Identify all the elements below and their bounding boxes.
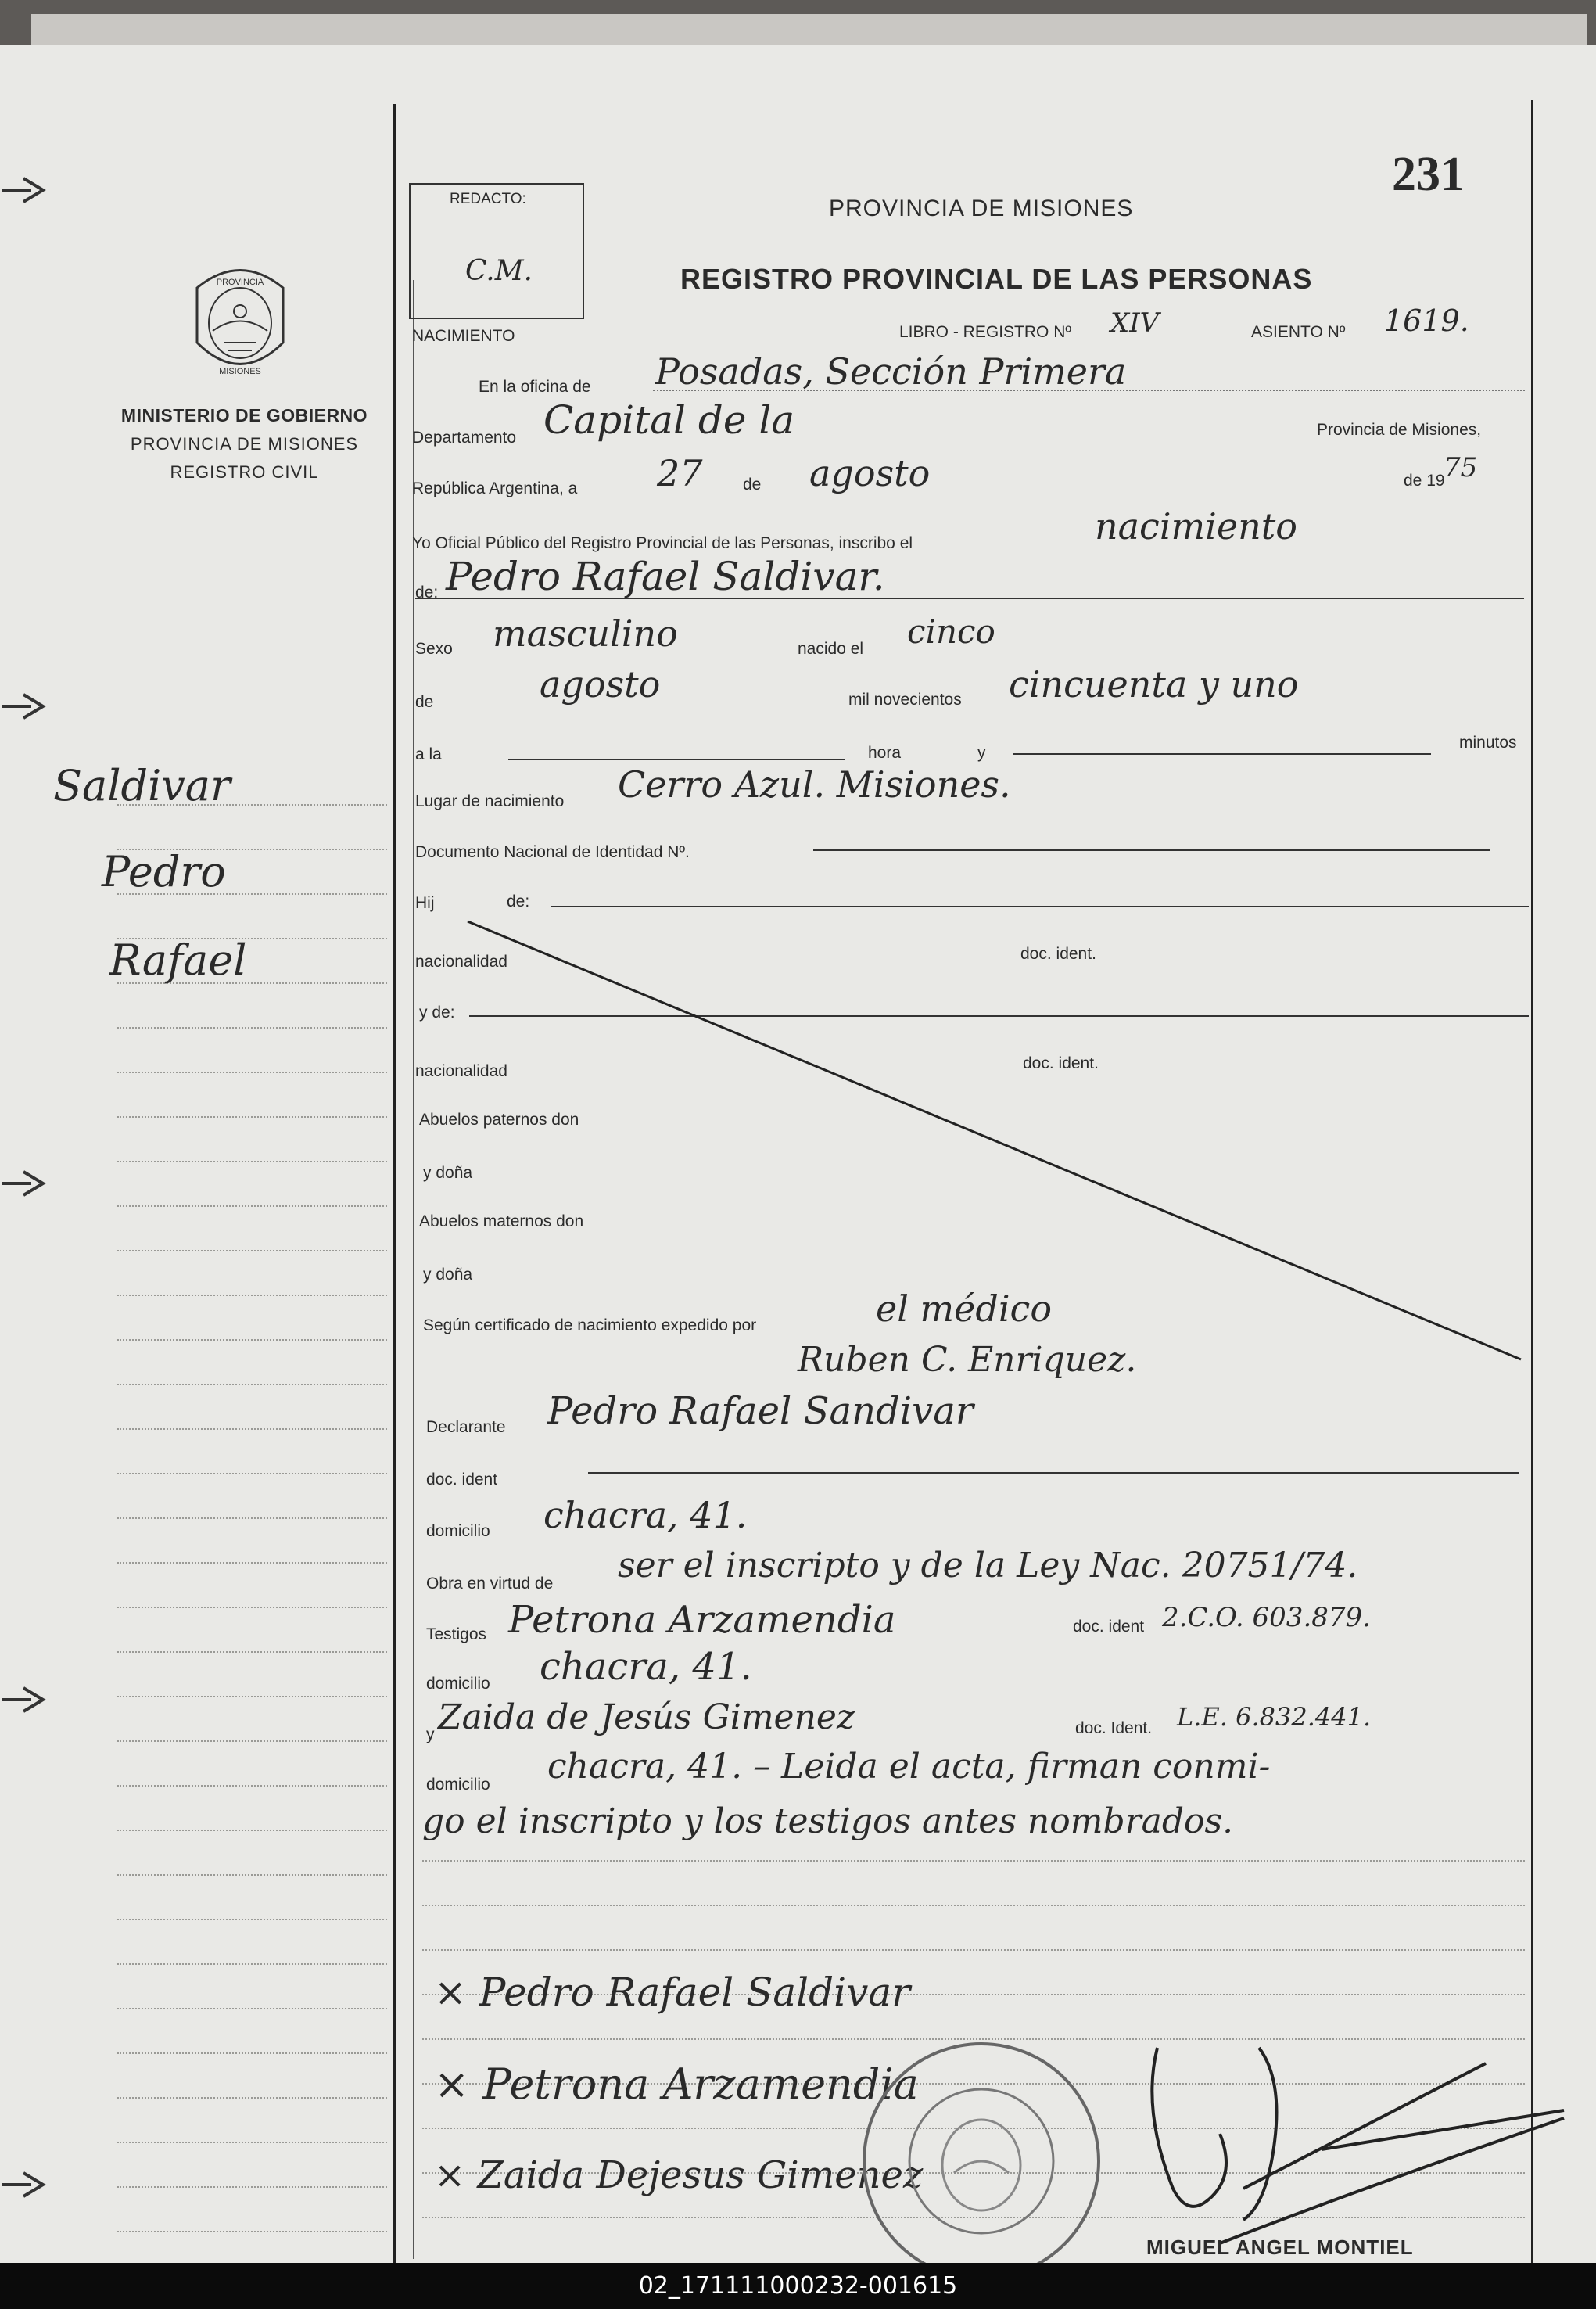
nacido-dia: cinco bbox=[907, 612, 995, 651]
ruled-line bbox=[117, 2097, 387, 2099]
ruled-line bbox=[117, 1740, 387, 1742]
redacto-initials: C.M. bbox=[465, 255, 533, 287]
signature-testigo-1: × Petrona Arzamendia bbox=[434, 2059, 919, 2109]
page-number: 231 bbox=[1392, 148, 1465, 201]
ruled-line bbox=[422, 1860, 1525, 1862]
redacto-box bbox=[409, 183, 584, 319]
domicilio-2-value: chacra, 41. bbox=[540, 1645, 752, 1689]
fecha-mes: agosto bbox=[809, 452, 931, 494]
binder-hole-icon bbox=[0, 171, 55, 210]
persona-de-label: de: bbox=[415, 584, 439, 601]
departamento-label: Departamento bbox=[412, 429, 517, 447]
ruled-line bbox=[117, 1428, 387, 1430]
departamento-value: Capital de la bbox=[543, 397, 795, 443]
ruled-line bbox=[117, 1517, 387, 1519]
doc-ident-declarante-label: doc. ident bbox=[426, 1471, 498, 1488]
province-name: PROVINCIA DE MISIONES bbox=[130, 434, 359, 454]
ruled-line bbox=[117, 2142, 387, 2143]
ministry-name: MINISTERIO DE GOBIERNO bbox=[120, 405, 368, 426]
ruled-line bbox=[422, 1949, 1525, 1951]
margin-second-name: Rafael bbox=[109, 935, 247, 985]
certificado-value: el médico bbox=[876, 1287, 1053, 1330]
ruled-line bbox=[117, 1339, 387, 1341]
testigos-label: Testigos bbox=[426, 1625, 487, 1643]
ruled-line bbox=[117, 2231, 387, 2232]
margin-surname: Saldivar bbox=[53, 761, 231, 810]
lugar-label: Lugar de nacimiento bbox=[415, 792, 565, 810]
acta-closing: go el inscripto y los testigos antes nombrados. bbox=[422, 1801, 1234, 1841]
abuelos-maternos-label: Abuelos maternos don bbox=[419, 1212, 584, 1230]
ruled-line bbox=[117, 1607, 387, 1608]
ruled-line bbox=[117, 2052, 387, 2054]
binder-top-edge bbox=[31, 14, 1587, 45]
oficina-value: Posadas, Sección Primera bbox=[655, 350, 1127, 393]
hij-de-label: de: bbox=[507, 892, 530, 910]
hora-line bbox=[508, 759, 845, 760]
ruled-line bbox=[117, 1874, 387, 1876]
official-name: MIGUEL ANGEL MONTIEL bbox=[1146, 2235, 1414, 2259]
libro-label: LIBRO - REGISTRO Nº bbox=[899, 323, 1072, 341]
certificado-label: Según certificado de nacimiento expedido por bbox=[423, 1316, 757, 1334]
file-id: 02_171111000232-001615 bbox=[638, 2272, 958, 2300]
ruled-line bbox=[117, 1651, 387, 1653]
nacionalidad-1-label: nacionalidad bbox=[415, 953, 507, 971]
ruled-line bbox=[117, 1562, 387, 1564]
official-stamp-icon bbox=[852, 2032, 1110, 2290]
document-title: REGISTRO PROVINCIAL DE LAS PERSONAS bbox=[680, 263, 1313, 295]
issuer-block bbox=[109, 405, 379, 490]
dni-label: Documento Nacional de Identidad Nº. bbox=[415, 843, 690, 861]
asiento-value: 1619. bbox=[1384, 303, 1469, 338]
inscribo-label: Yo Oficial Público del Registro Provincial de las Personas, inscribo el bbox=[412, 534, 913, 552]
redacto-label: REDACTO: bbox=[450, 191, 526, 207]
civil-registry-name: REGISTRO CIVIL bbox=[170, 462, 319, 482]
dni-line bbox=[813, 849, 1490, 851]
ruled-line bbox=[117, 1072, 387, 1073]
binder-hole-icon bbox=[0, 1680, 55, 1719]
binder-hole-icon bbox=[0, 687, 55, 726]
hij-label: Hij bbox=[415, 894, 435, 912]
sexo-value: masculino bbox=[493, 612, 678, 655]
ruled-line bbox=[117, 1830, 387, 1831]
official-signature-icon bbox=[1126, 2016, 1572, 2267]
oficina-label: En la oficina de bbox=[479, 378, 591, 396]
testigo-2-doc: L.E. 6.832.441. bbox=[1177, 1702, 1372, 1732]
domicilio-3-value: chacra, 41. – Leida el acta, firman conmi- bbox=[547, 1747, 1271, 1787]
provincial-seal-icon bbox=[181, 257, 299, 386]
declarante-label: Declarante bbox=[426, 1418, 506, 1436]
provincia-suffix: Provincia de Misiones, bbox=[1317, 421, 1482, 439]
y-testigo-prefix: y bbox=[426, 1725, 435, 1743]
ruled-line bbox=[117, 1919, 387, 1920]
binder-hole-icon bbox=[0, 2165, 55, 2204]
obra-value: ser el inscripto y de la Ley Nac. 20751/74. bbox=[618, 1546, 1358, 1585]
libro-value: XIV bbox=[1110, 307, 1160, 339]
declarante-name: Pedro Rafael Sandivar bbox=[547, 1389, 974, 1433]
ruled-line bbox=[117, 2008, 387, 2009]
ruled-line bbox=[117, 1473, 387, 1474]
mil-label: mil novecientos bbox=[848, 691, 962, 709]
ruled-line bbox=[117, 1027, 387, 1029]
ruled-line bbox=[117, 1785, 387, 1787]
nacido-mes: agosto bbox=[540, 663, 661, 706]
binder-hole-icon bbox=[0, 1164, 55, 1203]
minutos-label: minutos bbox=[1459, 734, 1517, 752]
testigo-2-name: Zaida de Jesús Gimenez bbox=[438, 1697, 855, 1737]
doc-ident-declarante-line bbox=[588, 1472, 1519, 1474]
margin-divider-line bbox=[393, 104, 396, 2263]
nacido-anio: cincuenta y uno bbox=[1009, 663, 1299, 706]
seal-top-text: PROVINCIA bbox=[216, 278, 264, 287]
signature-inscripto: × Pedro Rafael Saldivar bbox=[434, 1970, 911, 2015]
abuela-materna-label: y doña bbox=[423, 1266, 473, 1284]
seal-bottom-text: MISIONES bbox=[219, 367, 261, 376]
signature-testigo-2: × Zaida Dejesus Gimenez bbox=[434, 2153, 924, 2197]
asiento-label: ASIENTO Nº bbox=[1251, 323, 1346, 341]
domicilio-3-label: domicilio bbox=[426, 1776, 490, 1794]
abuelos-paternos-label: Abuelos paternos don bbox=[419, 1111, 579, 1129]
file-id-bar bbox=[0, 2263, 1596, 2309]
domicilio-1-value: chacra, 41. bbox=[543, 1494, 748, 1536]
inscribo-value: nacimiento bbox=[1095, 505, 1297, 548]
padre-line bbox=[551, 906, 1529, 907]
ruled-line bbox=[117, 1161, 387, 1162]
form-left-line bbox=[413, 280, 414, 2259]
obra-label: Obra en virtud de bbox=[426, 1575, 554, 1593]
fecha-dia: 27 bbox=[657, 452, 703, 494]
y-label: y bbox=[977, 744, 986, 762]
ruled-line bbox=[117, 1384, 387, 1385]
testigo-1-doc: 2.C.O. 603.879. bbox=[1162, 1602, 1371, 1633]
domicilio-1-label: domicilio bbox=[426, 1522, 490, 1540]
fecha-de-label: de bbox=[743, 476, 762, 494]
doc-ident-2-label: doc. ident. bbox=[1023, 1054, 1099, 1072]
doc-ident-testigo-2-label: doc. Ident. bbox=[1075, 1719, 1153, 1737]
ruled-line bbox=[117, 1963, 387, 1965]
domicilio-2-label: domicilio bbox=[426, 1675, 490, 1693]
fecha-anio: 75 bbox=[1444, 452, 1478, 483]
testigo-1-name: Petrona Arzamendia bbox=[508, 1598, 896, 1642]
oficina-line bbox=[653, 390, 1525, 391]
nacido-de-label: de bbox=[415, 693, 434, 711]
medico-name: Ruben C. Enriquez. bbox=[798, 1340, 1137, 1380]
ruled-line bbox=[117, 1205, 387, 1207]
doc-ident-1-label: doc. ident. bbox=[1020, 945, 1096, 963]
persona-line bbox=[415, 598, 1524, 599]
nacionalidad-2-label: nacionalidad bbox=[415, 1062, 507, 1080]
nacimiento-label: NACIMIENTO bbox=[412, 327, 515, 345]
ruled-line bbox=[117, 1250, 387, 1251]
yde-label: y de: bbox=[419, 1004, 455, 1022]
ruled-line bbox=[117, 1696, 387, 1697]
ruled-line bbox=[117, 2186, 387, 2188]
ruled-line bbox=[117, 1116, 387, 1118]
ruled-line bbox=[422, 1905, 1525, 1906]
ruled-line bbox=[117, 1295, 387, 1296]
minutos-line bbox=[1013, 753, 1431, 755]
province-heading: PROVINCIA DE MISIONES bbox=[829, 196, 1134, 221]
register-page bbox=[0, 45, 1596, 2263]
margin-first-name: Pedro bbox=[102, 847, 226, 896]
hora-label: hora bbox=[868, 744, 902, 762]
sexo-label: Sexo bbox=[415, 640, 453, 658]
lugar-value: Cerro Azul. Misiones. bbox=[618, 763, 1011, 806]
ala-label: a la bbox=[415, 745, 442, 763]
form-right-line bbox=[1531, 100, 1533, 2267]
nacido-label: nacido el bbox=[798, 640, 864, 658]
fecha-anio-label: de 19 bbox=[1404, 472, 1445, 490]
doc-ident-testigo-1-label: doc. ident bbox=[1073, 1618, 1145, 1636]
republica-label: República Argentina, a bbox=[412, 479, 578, 497]
persona-name: Pedro Rafael Saldivar. bbox=[446, 554, 885, 599]
abuela-paterna-label: y doña bbox=[423, 1164, 473, 1182]
